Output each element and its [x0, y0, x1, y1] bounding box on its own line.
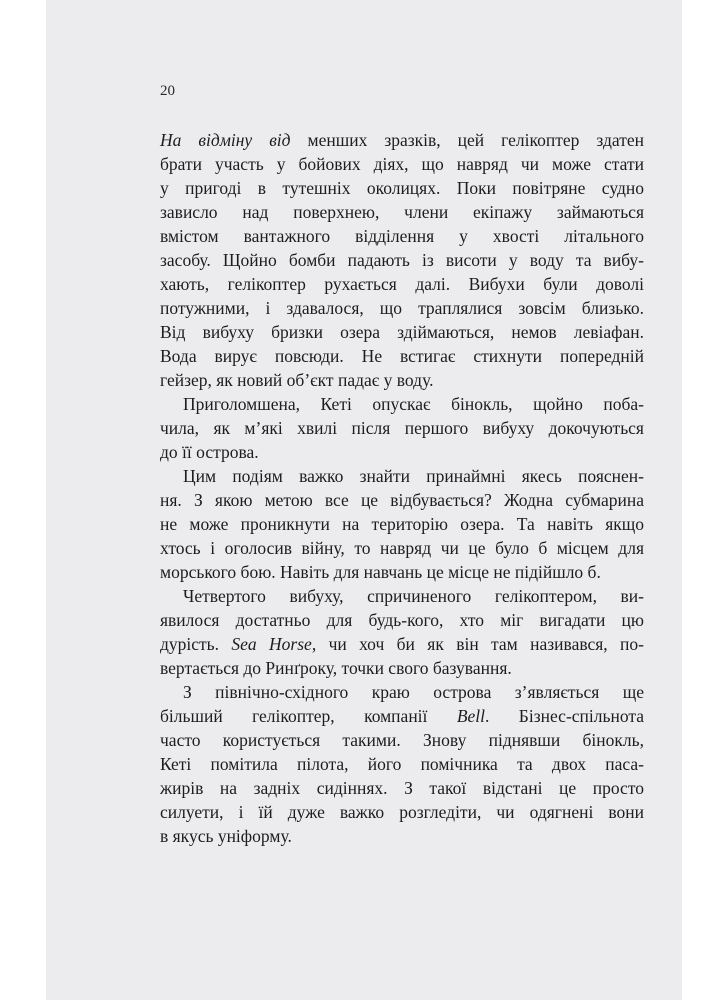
italic-phrase: Bell: [456, 706, 485, 726]
italic-phrase: Sea Horse: [231, 634, 312, 654]
text-line: засобу. Щойно бомби падають із висоти у воду та вибу-: [160, 250, 644, 270]
text-line: вертається до Ринґроку, точки свого базування.: [160, 658, 512, 678]
text-line: Четвертого вибуху, спричиненого гелікоптером, ви-: [183, 586, 644, 606]
text-line: жирів на задніх сидіннях. З такої відстані це просто: [160, 778, 644, 798]
text-line: Від вибуху бризки озера здіймаються, немов левіафан.: [160, 322, 644, 342]
text-line: брати участь у бойових діях, що навряд чи може стати: [160, 154, 644, 174]
text-line: Кеті помітила пілота, його помічника та двох паса-: [160, 754, 644, 774]
text-line: часто користується такими. Знову піднявши бінокль,: [160, 730, 644, 750]
text-line: морського бою. Навіть для навчань це місце не підійшло б.: [160, 562, 601, 582]
text-line: хтось і оголосив війну, то навряд чи це було б місцем для: [160, 538, 644, 558]
text-line: гейзер, як новий об’єкт падає у воду.: [160, 370, 434, 390]
text-line: у пригоді в тутешніх околицях. Поки повітряне судно: [160, 178, 644, 198]
text-line: Вода вирує повсюди. Не встигає стихнути попередній: [160, 346, 644, 366]
text-line: чила, як м’які хвилі після першого вибуху докочуються: [160, 418, 644, 438]
text-line: дурість. Sea Horse, чи хоч би як він там називався, по-: [160, 634, 644, 654]
text-line: хають, гелікоптер рухається далі. Вибухи були доволі: [160, 274, 644, 294]
paragraph-2: [160, 392, 644, 464]
text-line: зависло над поверхнею, члени екіпажу займаються: [160, 202, 644, 222]
text-line: Цим подіям важко знайти принаймні якесь пояснен-: [183, 466, 644, 486]
text-line: більший гелікоптер, компанії Bell. Бізнес-спільнота: [160, 706, 644, 726]
text-line: силуети, і їй дуже важко розгледіти, чи одягнені вони: [160, 802, 644, 822]
paragraph-3: [160, 464, 644, 584]
paragraph-5: [160, 680, 644, 848]
text-line: в якусь уніформу.: [160, 826, 292, 846]
text-line: ня. З якою метою все це відбувається? Жодна субмарина: [160, 490, 644, 510]
text-line: потужними, і здавалося, що траплялися зовсім близько.: [160, 298, 644, 318]
text-line: З північно-східного краю острова з’являється ще: [183, 682, 644, 702]
text-line: не може проникнути на територію озера. Та навіть якщо: [160, 514, 644, 534]
text-line: до її острова.: [160, 442, 259, 462]
book-page: [46, 0, 682, 1000]
italic-phrase: На відміну від: [160, 130, 291, 150]
body-text: [160, 128, 644, 848]
text-line: явилося достатньо для будь-кого, хто міг вигадати цю: [160, 610, 644, 630]
text-line: Приголомшена, Кеті опускає бінокль, щойно поба-: [183, 394, 644, 414]
text-line: На відміну від менших зразків, цей гелікоптер здатен: [160, 130, 644, 150]
text-line: вмістом вантажного відділення у хвості літального: [160, 226, 644, 246]
page-number: 20: [160, 83, 175, 99]
paragraph-1: [160, 128, 644, 392]
paragraph-4: [160, 584, 644, 680]
